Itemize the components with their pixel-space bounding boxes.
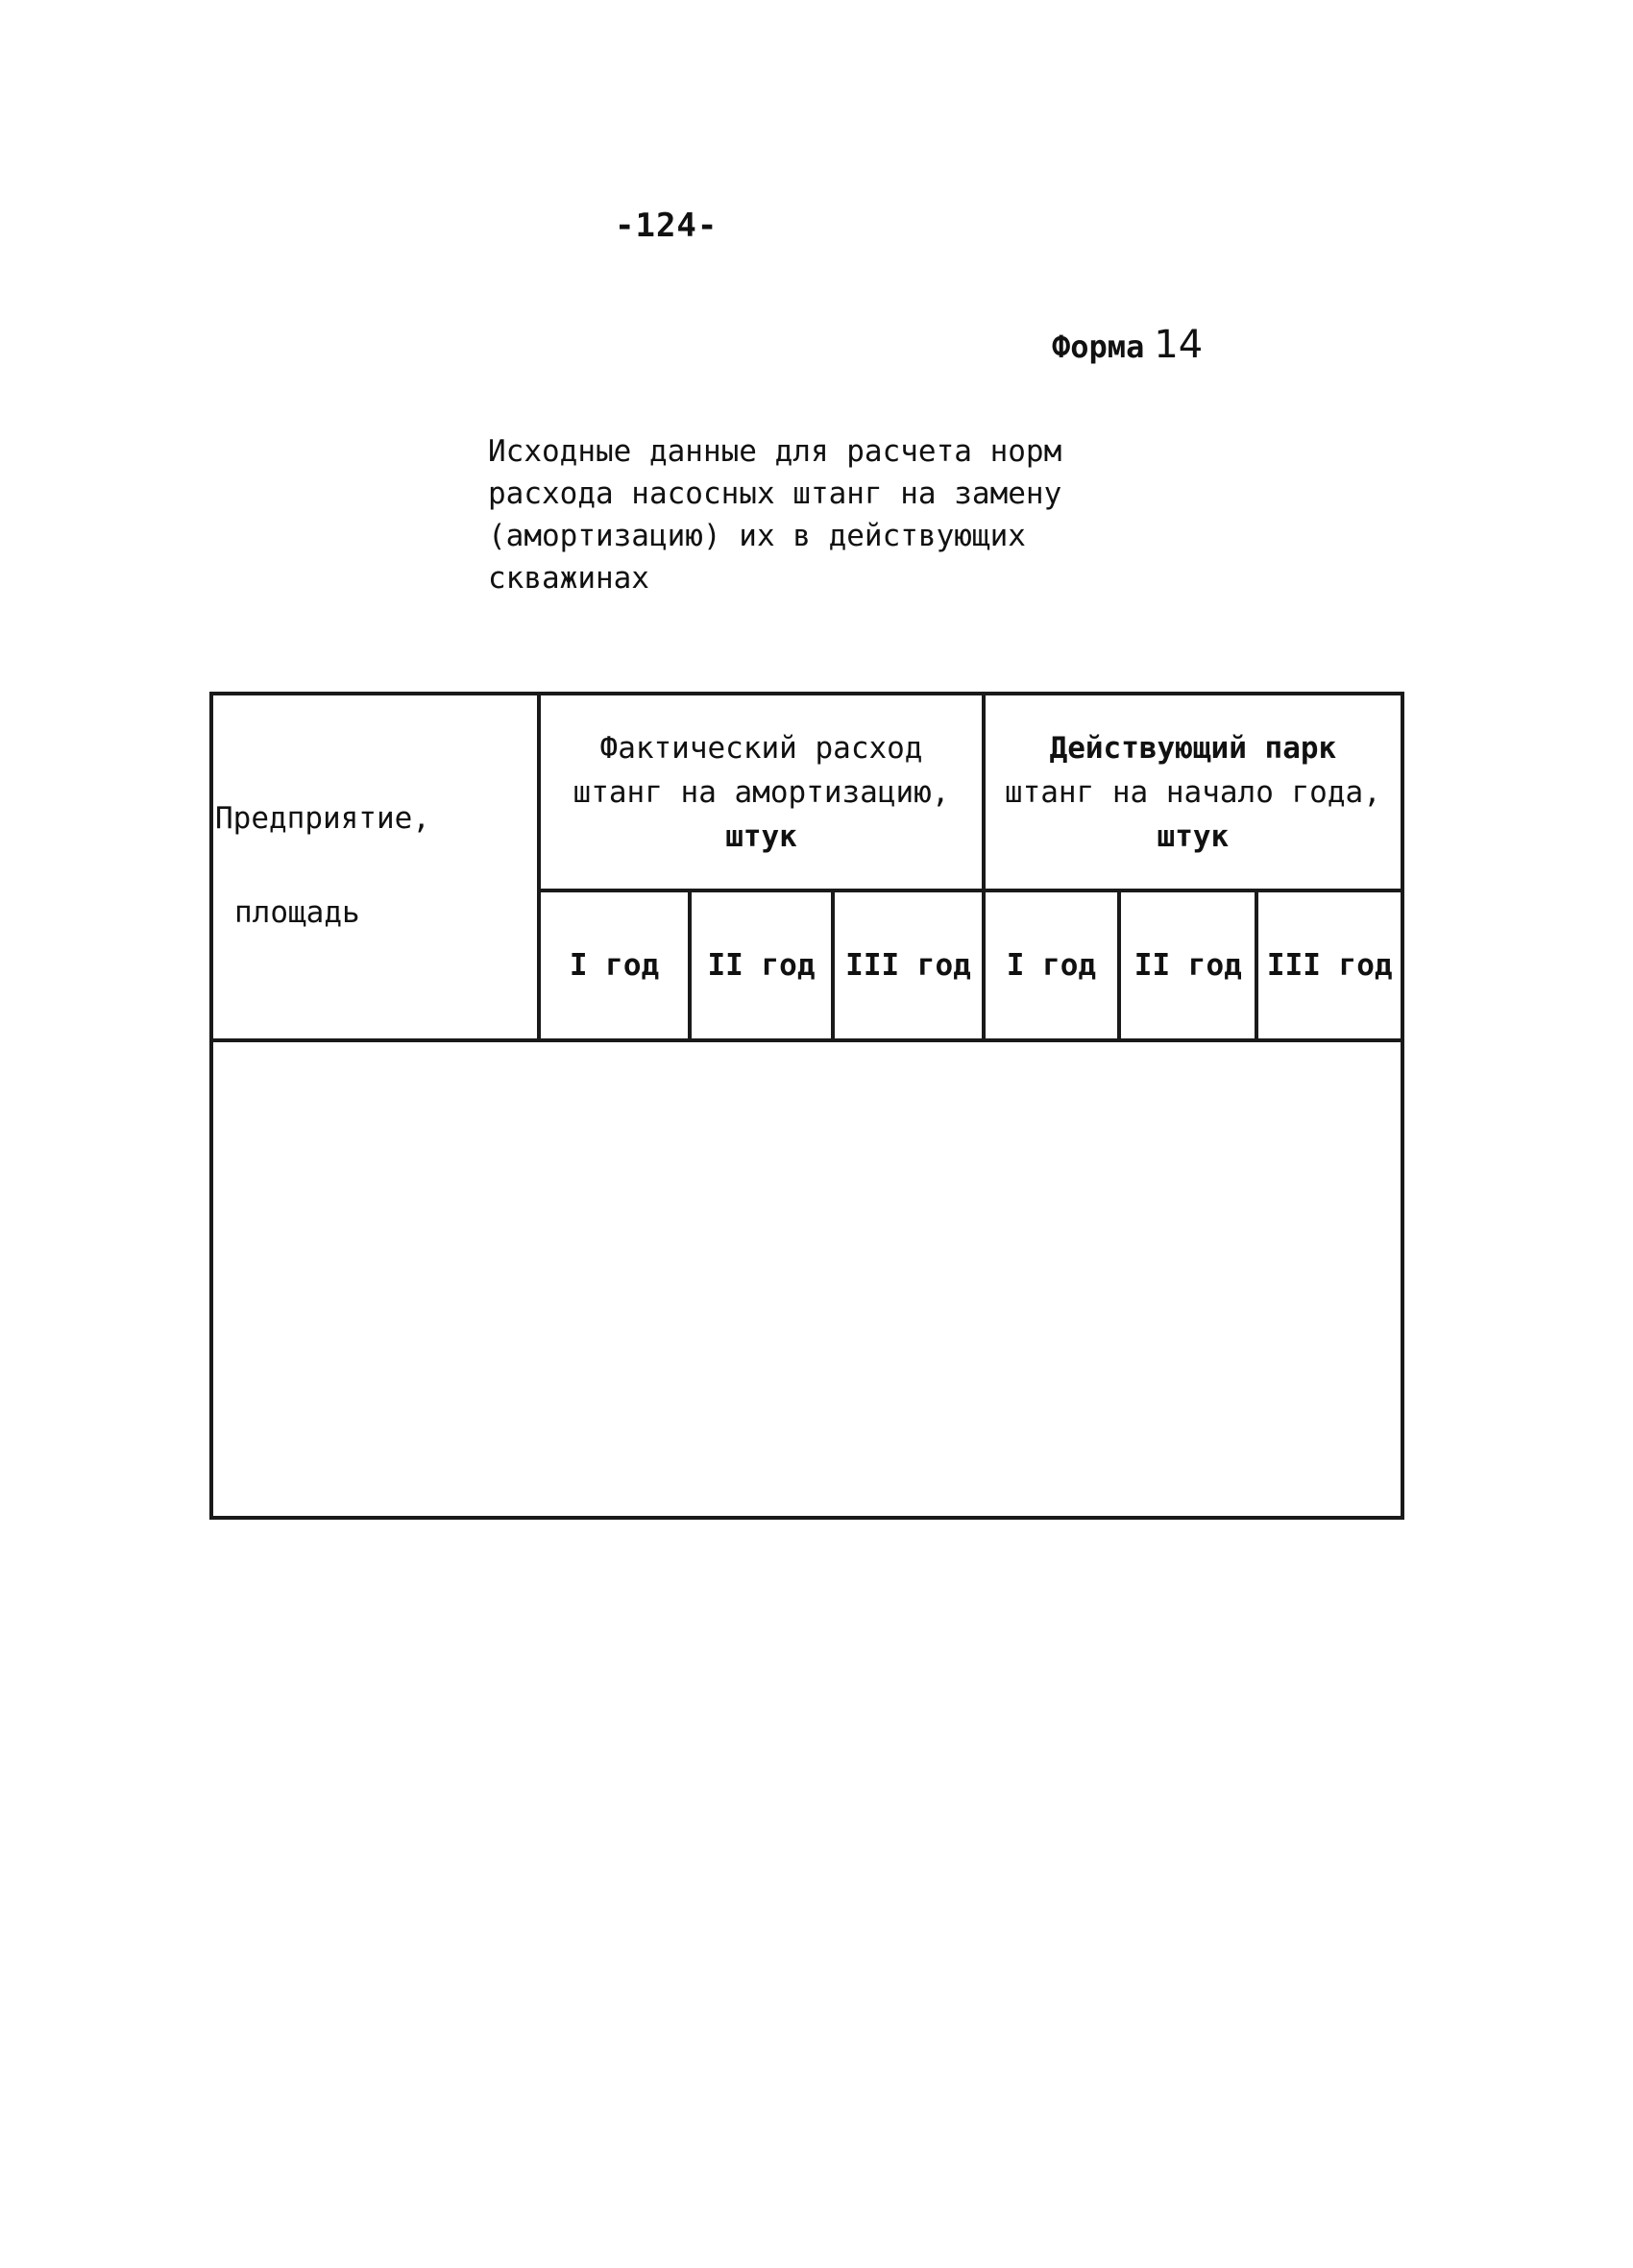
year-cell: I год bbox=[984, 890, 1119, 1039]
table-header-row bbox=[211, 694, 1402, 890]
form-label bbox=[1052, 323, 1203, 367]
group-header-line: Действующий парк bbox=[1049, 730, 1337, 766]
form-table bbox=[209, 692, 1404, 1520]
form-label-number: 14 bbox=[1154, 323, 1204, 367]
enterprise-header-line1: Предприятие, bbox=[215, 801, 430, 836]
year-cell: III год bbox=[1256, 890, 1402, 1039]
enterprise-header bbox=[211, 694, 539, 1040]
title-line: (амортизацию) их в действующих bbox=[488, 519, 1026, 553]
actual-consumption-header bbox=[539, 694, 983, 890]
form-label-text: Форма bbox=[1052, 329, 1145, 365]
document-title bbox=[488, 430, 1141, 599]
title-line: Исходные данные для расчета норм bbox=[488, 434, 1062, 469]
current-stock-header bbox=[984, 694, 1402, 890]
group-header-line: Фактический расход bbox=[599, 730, 923, 766]
table-body-row bbox=[211, 1040, 1402, 1519]
enterprise-header-line2: площадь bbox=[234, 895, 360, 930]
title-line: расхода насосных штанг на замену bbox=[488, 476, 1062, 511]
group-header-line: штанг на амортизацию, bbox=[573, 774, 950, 810]
year-cell: I год bbox=[539, 890, 690, 1039]
page-number: -124- bbox=[615, 207, 719, 245]
group-header-line: штук bbox=[1157, 818, 1230, 854]
group-header-line: штанг на начало года, bbox=[1004, 774, 1381, 810]
year-cell: II год bbox=[690, 890, 833, 1039]
year-cell: II год bbox=[1119, 890, 1256, 1039]
group-header-line: штук bbox=[725, 818, 797, 854]
year-cell: III год bbox=[833, 890, 984, 1039]
empty-body-cell bbox=[211, 1040, 1402, 1519]
title-line: скважинах bbox=[488, 561, 649, 596]
